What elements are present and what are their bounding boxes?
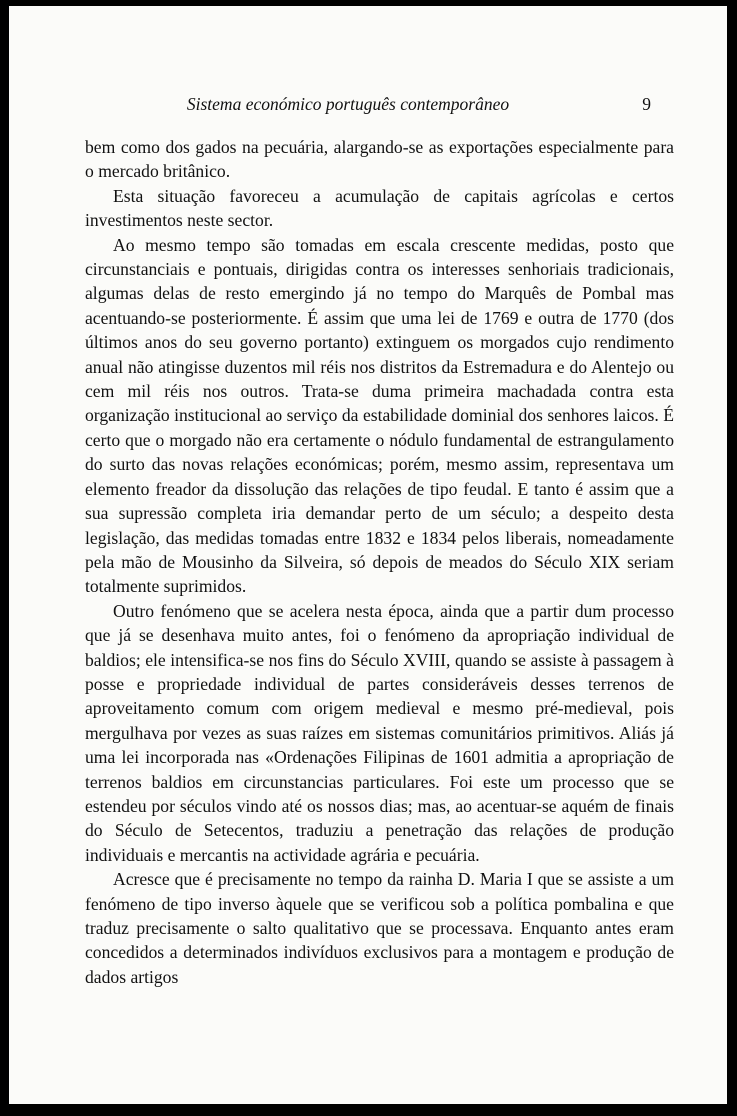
book-page [9,6,727,1104]
body-text [85,135,674,989]
paragraph-2: Esta situação favoreceu a acumulação de capitais agrícolas e certos investimentos neste sector. [85,185,674,231]
paragraph-3: Ao mesmo tempo são tomadas em escala crescente medidas, posto que circunstanciais e pontuais, dirigidas contra os interesses senhoriais tradicionais, algumas delas de resto emergindo já no tempo do Marquês de Pombal mas acentuando-se posteriormente. É assim que uma lei de 1769 e outra de 1770 (dos últimos anos do seu governo portanto) extinguem os morgados cujo rendimento anual não atingisse duzentos mil réis nos distritos da Estremadura e do Alentejo ou cem mil réis nos outros. Trata-se duma primeira machadada contra esta organização institucional ao serviço da estabilidade dominial dos senhores laicos. É certo que o morgado não era certamente o nódulo fundamental de estrangulamento do surto das novas relações económicas; porém, mesmo assim, representava um elemento freador da dissolução das relações de tipo feudal. E tanto é assim que a sua supressão completa iria demandar perto de um século; a despeito desta legislação, das medidas tomadas entre 1832 e 1834 pelos liberais, nomeadamente pela mão de Mousinho da Silveira, só depois de meados do Século XIX seriam totalmente suprimidos. [85,234,674,597]
page-number: 9 [642,94,651,114]
paragraph-5: Acresce que é precisamente no tempo da rainha D. Maria I que se assiste a um fenómeno de tipo inverso àquele que se verificou sob a política pombalina e que traduz precisamente o salto qualitativo que se processava. Enquanto antes eram concedidos a determinados indivíduos exclusivos para a montagem e produção de dados artigos [85,869,674,987]
running-title: Sistema económico português contemporâneo [186,94,510,114]
paragraph-4: Outro fenómeno que se acelera nesta época, ainda que a partir dum processo que já se desenhava muito antes, foi o fenómeno da apropriação individual de baldios; ele intensifica-se nos fins do Século XVIII, quando se assiste à passagem à posse e propriedade individual de partes consideráveis desses terrenos de aproveitamento comum com origem medieval e mesmo pré-medieval, pois mergulhava por vezes as suas raízes em sistemas comunitários primitivos. Aliás já uma lei incorporada nas «Ordenações Filipinas de 1601 admitia a apropriação de terrenos baldios em circunstancias particulares. Foi este um processo que se estendeu por séculos vindo até os nossos dias; mas, ao acentuar-se aquém de finais do Século de Setecentos, traduziu a penetração das relações de produção individuais e mercantis na actividade agrária e pecuária. [85,600,674,865]
paragraph-1: bem como dos gados na pecuária, alargando-se as exportações especialmente para o mercado britânico. [85,137,674,182]
running-header [85,94,651,118]
